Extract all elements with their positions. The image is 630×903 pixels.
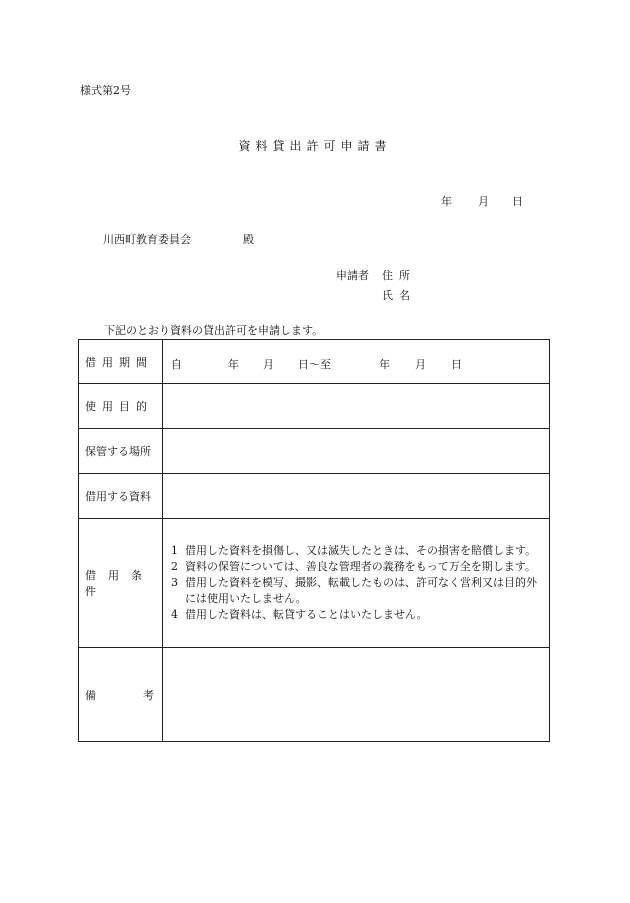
remarks-label-cell	[79, 648, 163, 742]
document-title: 資料貸出許可申請書	[238, 139, 392, 153]
condition-item	[171, 607, 543, 623]
remarks-label	[85, 687, 162, 703]
purpose-label: 使用目的	[85, 400, 153, 413]
place-value-cell[interactable]	[163, 429, 550, 474]
period-label: 借用期間	[85, 355, 153, 369]
purpose-row	[79, 384, 550, 429]
condition-item	[171, 543, 543, 559]
place-row	[79, 429, 550, 474]
date-day-label: 日	[512, 195, 523, 208]
applicant-name-label: 氏名	[382, 289, 416, 302]
purpose-label-cell	[79, 384, 163, 429]
condition-text: 借用した資料は、転貸することはいたしません。	[185, 608, 428, 621]
date-year-label: 年	[441, 195, 452, 208]
purpose-value-cell[interactable]	[163, 384, 550, 429]
conditions-value-cell	[163, 519, 550, 648]
condition-number: 2	[171, 560, 178, 573]
material-value-cell[interactable]	[163, 474, 550, 519]
condition-text: 資料の保管については、善良な管理者の義務をもって万全を期します。	[185, 560, 536, 573]
conditions-row	[79, 519, 550, 648]
period-from: 自	[171, 358, 182, 371]
conditions-list	[163, 533, 549, 633]
intro-text: 下記のとおり資料の貸出許可を申請します。	[104, 324, 324, 337]
period-month2: 月	[415, 358, 426, 371]
place-label: 保管する場所	[85, 445, 151, 458]
date-month-label: 月	[478, 195, 489, 208]
conditions-label-cell	[79, 519, 163, 648]
remarks-label-right: 考	[143, 688, 154, 702]
form-number: 様式第2号	[80, 84, 131, 97]
period-year1: 年	[228, 358, 239, 371]
material-label-cell	[79, 474, 163, 519]
conditions-label: 借用条件	[85, 569, 154, 598]
application-table	[78, 339, 550, 742]
addressee-name: 川西町教育委員会	[103, 233, 191, 246]
addressee-honorific: 殿	[243, 233, 254, 246]
period-row	[79, 340, 550, 384]
remarks-row	[79, 648, 550, 742]
place-label-cell	[79, 429, 163, 474]
condition-item	[171, 559, 543, 575]
period-month1: 月	[263, 358, 274, 371]
material-label: 借用する資料	[85, 490, 151, 503]
remarks-value-cell[interactable]	[163, 648, 550, 742]
period-value-cell[interactable]	[163, 340, 550, 384]
condition-number: 1	[171, 544, 178, 557]
period-day-to: 日〜至	[298, 358, 331, 371]
remarks-label-left: 備	[85, 688, 96, 702]
material-row	[79, 474, 550, 519]
condition-number: 4	[171, 608, 178, 621]
condition-number: 3	[171, 576, 178, 589]
applicant-label: 申請者	[336, 269, 369, 282]
period-year2: 年	[379, 358, 390, 371]
condition-item	[171, 575, 543, 607]
condition-text: 借用した資料を模写、撮影、転載したものは、許可なく営利又は目的外には使用いたしません。	[185, 576, 537, 605]
period-day2: 日	[451, 358, 462, 371]
condition-text: 借用した資料を損傷し、又は滅失したときは、その損害を賠償します。	[185, 544, 537, 557]
applicant-address-label: 住所	[382, 269, 416, 282]
period-label-cell	[79, 340, 163, 384]
